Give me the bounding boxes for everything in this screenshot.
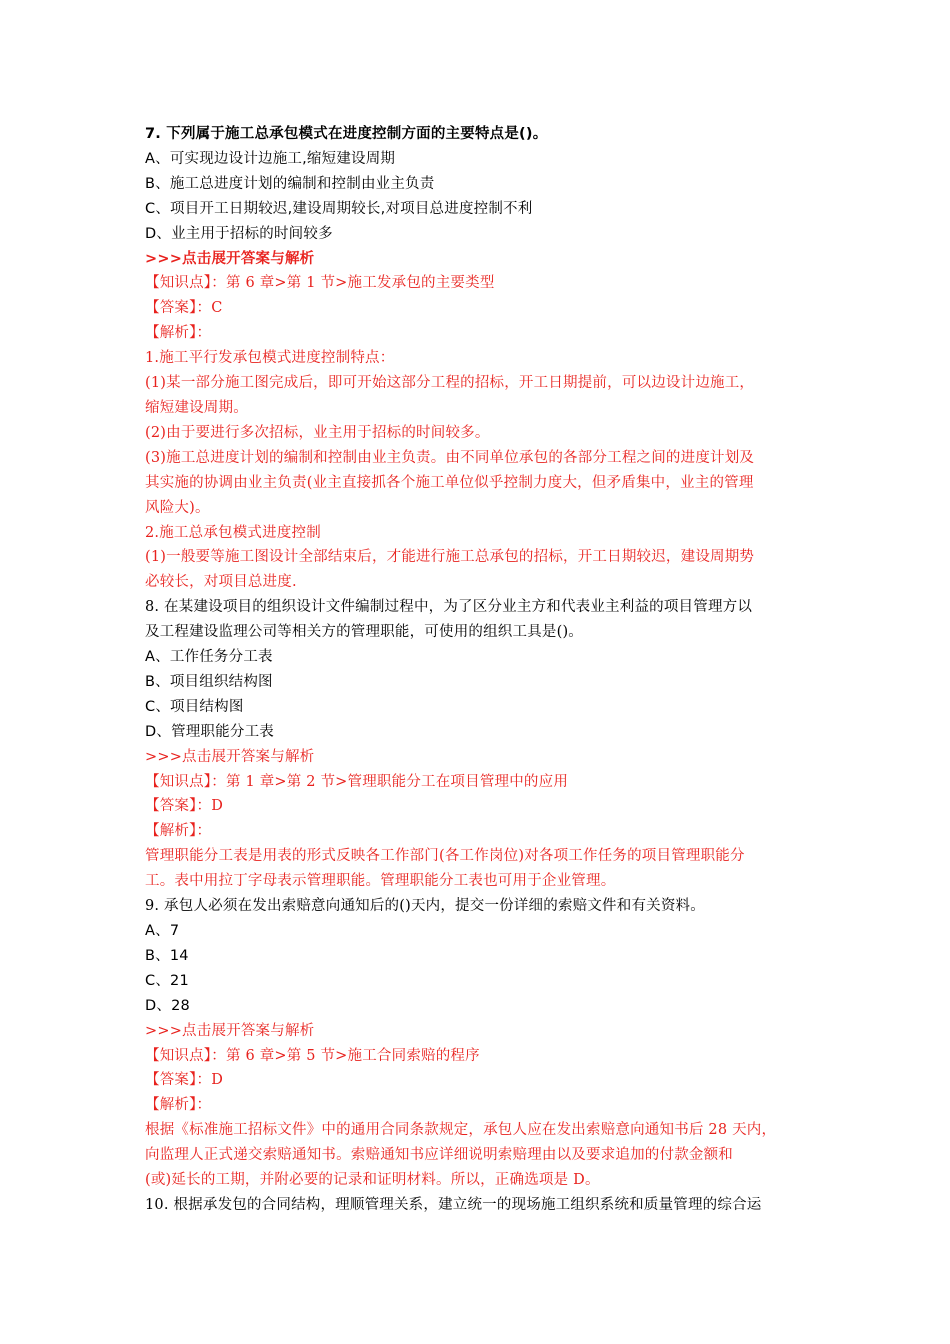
question-stem: 10. 根据承发包的合同结构，理顺管理关系，建立统一的现场施工组织系统和质量管理的综合运: [145, 1196, 762, 1213]
analysis-line: (3)施工总进度计划的编制和控制由业主负责。由不同单位承包的各部分工程之间的进度计划及: [145, 449, 755, 466]
question-stem: 8. 在某建设项目的组织设计文件编制过程中，为了区分业主方和代表业主利益的项目管理方以: [145, 599, 753, 616]
option-c: C、项目结构图: [145, 698, 244, 715]
knowledge-point: 【知识点】：第 6 章>第 1 节>施工发承包的主要类型: [145, 275, 495, 292]
question-stem: 7. 下列属于施工总承包模式在进度控制方面的主要特点是()。: [145, 126, 548, 142]
analysis-line: 2.施工总承包模式进度控制: [145, 524, 321, 541]
analysis-label: 【解析】：: [145, 823, 212, 840]
option-d: D、管理职能分工表: [145, 723, 274, 740]
question-10: [145, 1193, 825, 1218]
knowledge-point: 【知识点】：第 6 章>第 5 节>施工合同索赔的程序: [145, 1047, 480, 1064]
analysis-line: 管理职能分工表是用表的形式反映各工作部门(各工作岗位)对各项工作任务的项目管理职能分: [145, 848, 745, 865]
option-c: C、项目开工日期较迟,建设周期较长,对项目总进度控制不利: [145, 200, 533, 217]
answer: 【答案】：C: [145, 300, 223, 317]
expand-answer-link[interactable]: >>>点击展开答案与解析: [145, 1022, 315, 1039]
analysis-line: 其实施的协调由业主负责(业主直接抓各个施工单位似乎控制力度大，但矛盾集中，业主的管理: [145, 474, 754, 491]
analysis-line: 根据《标准施工招标文件》中的通用合同条款规定，承包人应在发出索赔意向通知书后 28 天内，: [145, 1122, 777, 1139]
question-stem: 及工程建设监理公司等相关方的管理职能，可使用的组织工具是()。: [145, 624, 584, 641]
question-8: [145, 595, 825, 894]
analysis-label: 【解析】：: [145, 325, 212, 342]
analysis-line: (2)由于要进行多次招标，业主用于招标的时间较多。: [145, 424, 490, 441]
option-d: D、业主用于招标的时间较多: [145, 225, 333, 242]
document-page: [145, 122, 825, 1218]
analysis-line: 工。表中用拉丁字母表示管理职能。管理职能分工表也可用于企业管理。: [145, 873, 616, 890]
analysis-line: 必较长，对项目总进度.: [145, 574, 297, 591]
knowledge-point: 【知识点】：第 1 章>第 2 节>管理职能分工在项目管理中的应用: [145, 773, 569, 790]
analysis-line: (1)一般要等施工图设计全部结束后，才能进行施工总承包的招标，开工日期较迟，建设周期势: [145, 549, 755, 566]
option-d: D、28: [145, 997, 190, 1014]
expand-answer-link[interactable]: >>>点击展开答案与解析: [145, 748, 315, 765]
analysis-line: 向监理人正式递交索赔通知书。索赔通知书应详细说明索赔理由以及要求追加的付款金额和: [145, 1147, 733, 1164]
analysis-line: 1.施工平行发承包模式进度控制特点：: [145, 350, 395, 367]
option-a: A、工作任务分工表: [145, 649, 273, 666]
option-b: B、项目组织结构图: [145, 673, 273, 690]
question-stem: 9. 承包人必须在发出索赔意向通知后的()天内，提交一份详细的索赔文件和有关资料。: [145, 898, 705, 915]
option-c: C、21: [145, 972, 189, 989]
analysis-label: 【解析】：: [145, 1097, 212, 1114]
option-b: B、施工总进度计划的编制和控制由业主负责: [145, 175, 435, 192]
answer: 【答案】：D: [145, 798, 224, 815]
question-7: [145, 122, 825, 595]
option-b: B、14: [145, 947, 189, 964]
expand-answer-link[interactable]: >>>点击展开答案与解析: [145, 250, 315, 267]
answer: 【答案】：D: [145, 1072, 224, 1089]
analysis-line: 风险大)。: [145, 499, 210, 516]
analysis-line: (或)延长的工期，并附必要的记录和证明材料。所以，正确选项是 D。: [145, 1172, 600, 1189]
analysis-line: (1)某一部分施工图完成后，即可开始这部分工程的招标，开工日期提前，可以边设计边施工，: [145, 375, 755, 392]
option-a: A、可实现边设计边施工,缩短建设周期: [145, 150, 396, 167]
analysis-line: 缩短建设周期。: [145, 399, 248, 416]
option-a: A、7: [145, 923, 180, 939]
question-9: [145, 894, 825, 1193]
